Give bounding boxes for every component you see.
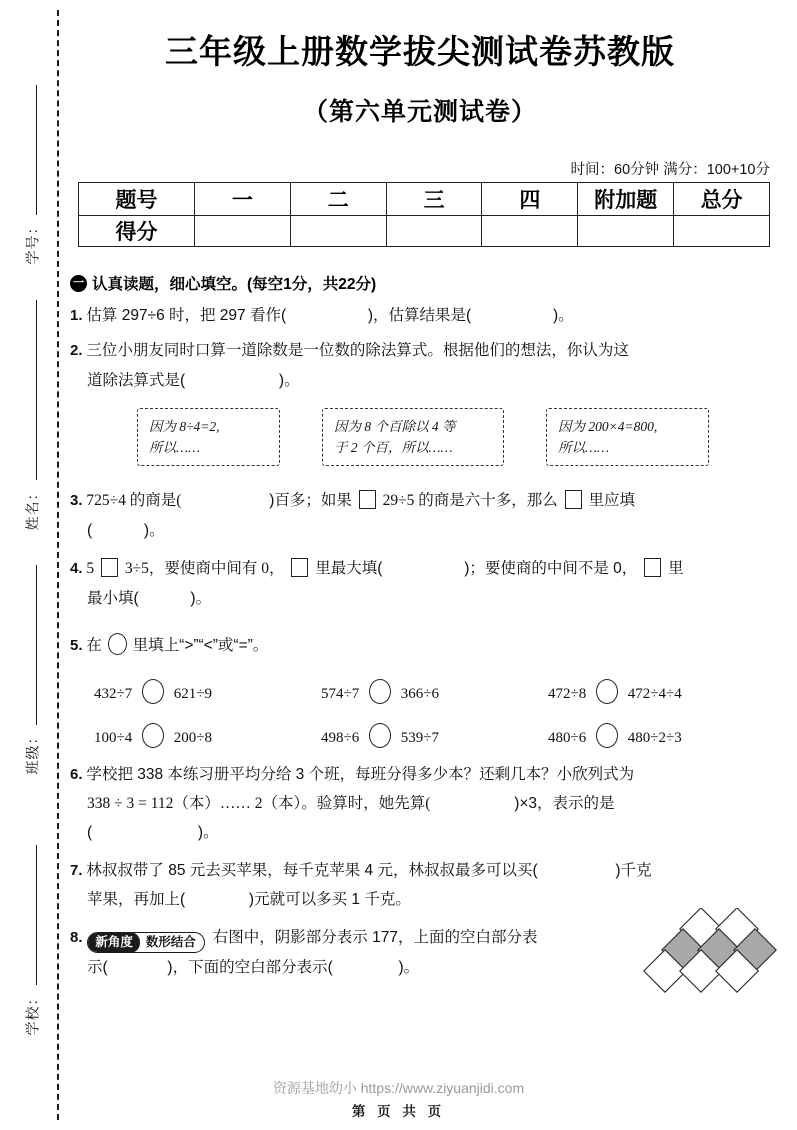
comparison-grid: [94, 672, 776, 755]
question-text: )。: [552, 307, 574, 324]
sidebar-field-label: 学校：: [24, 990, 40, 1036]
score-input-cell[interactable]: [482, 216, 578, 247]
circle-blank[interactable]: [142, 679, 164, 704]
question-text: 林叔叔带了 85 元去买苹果，每千克苹果 4 元，林叔叔最多可以买(: [86, 862, 538, 879]
circle-blank[interactable]: [596, 723, 618, 748]
sidebar-field-label: 学号：: [24, 219, 40, 265]
score-input-cell[interactable]: [578, 216, 674, 247]
comparison-item: [548, 723, 775, 748]
question-text: 5: [86, 560, 95, 577]
thought-box: [322, 408, 504, 466]
question-text: 725÷4 的商是(: [86, 492, 182, 509]
comparison-item: [321, 723, 548, 748]
comparison-left: 574÷7: [321, 686, 360, 702]
thought-box: [546, 408, 709, 466]
page-title: 三年级上册数学拔尖测试卷苏教版: [165, 33, 675, 70]
question-text: )；要使商的中间不是 0，: [464, 560, 638, 577]
sidebar-field-class[interactable]: [10, 722, 54, 782]
question-text: )。: [398, 959, 420, 976]
question-text: )百多；如果: [269, 492, 352, 509]
table-row-header: 得分: [79, 216, 195, 247]
diamond-lattice-svg: [640, 908, 780, 1004]
question-text: 右图中，阴影部分表示 177，上面的空白部分表: [212, 929, 538, 946]
question-text: )。: [197, 824, 219, 841]
question-text: )元就可以多买 1 千克。: [248, 891, 411, 908]
sidebar-field-label: 姓名：: [24, 485, 40, 531]
question-text: )，估算结果是(: [367, 307, 472, 324]
question-text: 学校把 338 本练习册平均分给 3 个班，每班分得多少本？还剩几本？小欣列式为: [86, 766, 635, 783]
thought-line: 所以……: [149, 440, 201, 455]
question-tag-group: [87, 932, 205, 953]
comparison-right: 200÷8: [173, 730, 212, 746]
question-text: 里最大填(: [315, 560, 383, 577]
question-text: 估算 297÷6 时，把 297 看作(: [86, 307, 287, 324]
digit-box[interactable]: [101, 558, 118, 577]
tag-number-shape: 数形结合: [145, 935, 196, 949]
sidebar-field-school[interactable]: [10, 983, 54, 1043]
table-cell: 一: [195, 183, 291, 216]
question-4-line-1: [70, 556, 782, 582]
comparison-item: [548, 679, 775, 704]
question-number: 2.: [70, 342, 83, 359]
comparison-right: 366÷6: [400, 686, 439, 702]
page-footer-label: 第 页 共 页: [351, 1104, 446, 1119]
table-cell: 附加题: [578, 183, 674, 216]
question-text: 示(: [87, 959, 108, 976]
table-row: [79, 216, 770, 247]
question-6-line-3: [87, 820, 793, 846]
comparison-left: 432÷7: [94, 686, 133, 702]
question-2-line-2: [87, 368, 793, 394]
comparison-row: [94, 672, 776, 711]
question-text: (: [87, 522, 93, 539]
question-text: 338 ÷ 3 = 112（本）…… 2（本）。验算时，她先算(: [87, 795, 431, 812]
sidebar-rule-4: [36, 845, 37, 985]
sidebar-rule-3: [36, 565, 37, 725]
question-text: 道除法算式是(: [87, 372, 186, 389]
question-3-line-1: [70, 488, 780, 514]
question-1: [70, 303, 776, 329]
thought-line: 因为 8 个百除以 4 等: [334, 419, 456, 434]
comparison-right: 539÷7: [400, 730, 439, 746]
question-number: 1.: [70, 307, 83, 324]
question-number: 3.: [70, 492, 83, 509]
question-number: 8.: [70, 929, 83, 946]
question-3-line-2: [87, 518, 793, 544]
score-input-cell[interactable]: [386, 216, 482, 247]
question-number: 7.: [70, 862, 83, 879]
sidebar-rule-1: [36, 85, 37, 215]
question-text: 里填上“>”“<”或“=”。: [132, 637, 269, 654]
exam-meta: 时间：60分钟 满分：100+10分: [570, 162, 770, 178]
comparison-left: 480÷6: [548, 730, 587, 746]
dashed-cut-line: [57, 10, 59, 1120]
table-row-header: 题号: [79, 183, 195, 216]
tag-new-angle: 新角度: [88, 932, 140, 953]
table-cell: 总分: [674, 183, 770, 216]
question-number: 6.: [70, 766, 83, 783]
table-cell: 二: [290, 183, 386, 216]
circle-blank[interactable]: [369, 679, 391, 704]
table-cell: 四: [482, 183, 578, 216]
comparison-left: 472÷8: [548, 686, 587, 702]
question-text: )千克: [615, 862, 652, 879]
digit-box[interactable]: [644, 558, 661, 577]
table-row: [79, 183, 770, 216]
comparison-left: 498÷6: [321, 730, 360, 746]
circle-blank[interactable]: [142, 723, 164, 748]
question-number: 4.: [70, 560, 83, 577]
question-text: 在: [86, 637, 102, 654]
question-text: 苹果，再加上(: [87, 891, 186, 908]
sidebar-field-label: 班级：: [24, 729, 40, 775]
circle-blank[interactable]: [108, 633, 127, 655]
table-cell: 三: [386, 183, 482, 216]
thought-line: 因为 8÷4=2,: [149, 419, 220, 434]
section-bullet-icon: 一: [70, 275, 87, 292]
question-text: )。: [143, 522, 165, 539]
comparison-item: [94, 679, 321, 704]
digit-box[interactable]: [291, 558, 308, 577]
question-6-line-2: [87, 791, 797, 817]
digit-box[interactable]: [359, 490, 376, 509]
digit-box[interactable]: [565, 490, 582, 509]
question-5-prompt: [70, 633, 776, 659]
score-input-cell[interactable]: [195, 216, 291, 247]
question-text: )。: [190, 590, 212, 607]
section-heading-label: 认真读题，细心填空。(每空1分，共22分): [92, 276, 377, 293]
comparison-right: 472÷4÷4: [627, 686, 682, 702]
question-text: )。: [278, 372, 300, 389]
thought-box: [137, 408, 280, 466]
comparison-item: [321, 679, 548, 704]
question-number: 5.: [70, 637, 83, 654]
thought-line: 因为 200×4=800,: [558, 419, 658, 434]
score-input-cell[interactable]: [290, 216, 386, 247]
score-input-cell[interactable]: [674, 216, 770, 247]
question-7-line-1: [70, 858, 782, 884]
question-8-line-1: [70, 925, 650, 953]
thought-line: 于 2 个百，所以……: [334, 440, 453, 455]
comparison-right: 480÷2÷3: [627, 730, 682, 746]
thought-line: 所以……: [558, 440, 610, 455]
question-6-line-1: [70, 762, 780, 788]
question-text: (: [87, 824, 93, 841]
comparison-right: 621÷9: [173, 686, 212, 702]
question-2-line-1: [70, 338, 776, 364]
question-text: 最小填(: [87, 590, 139, 607]
comparison-item: [94, 723, 321, 748]
comparison-row: [94, 716, 776, 755]
sidebar-field-student-id[interactable]: [10, 212, 54, 272]
section-heading-1: [70, 272, 776, 294]
question-text: 29÷5 的商是六十多，那么: [382, 492, 558, 509]
sidebar-field-name[interactable]: [10, 478, 54, 538]
sidebar-rule-2: [36, 300, 37, 480]
question-8-line-2: [87, 955, 667, 981]
circle-blank[interactable]: [596, 679, 618, 704]
question-text: 里: [668, 560, 684, 577]
diamond-lattice-figure: [640, 908, 780, 1004]
question-text: 三位小朋友同时口算一道除数是一位数的除法算式。根据他们的想法，你认为这: [86, 342, 629, 359]
circle-blank[interactable]: [369, 723, 391, 748]
question-text: 里应填: [588, 492, 636, 509]
comparison-left: 100÷4: [94, 730, 133, 746]
question-4-line-2: [87, 586, 793, 612]
watermark-text: 资源基地幼小 https://www.ziyuanjidi.com: [272, 1080, 525, 1096]
score-table: [78, 182, 770, 247]
question-text: )×3，表示的是: [514, 795, 615, 812]
question-text: )，下面的空白部分表示(: [167, 959, 333, 976]
page-subtitle: （第六单元测试卷）: [302, 98, 537, 126]
thought-boxes: [70, 408, 776, 466]
question-text: 3÷5，要使商中间有 0，: [124, 560, 285, 577]
